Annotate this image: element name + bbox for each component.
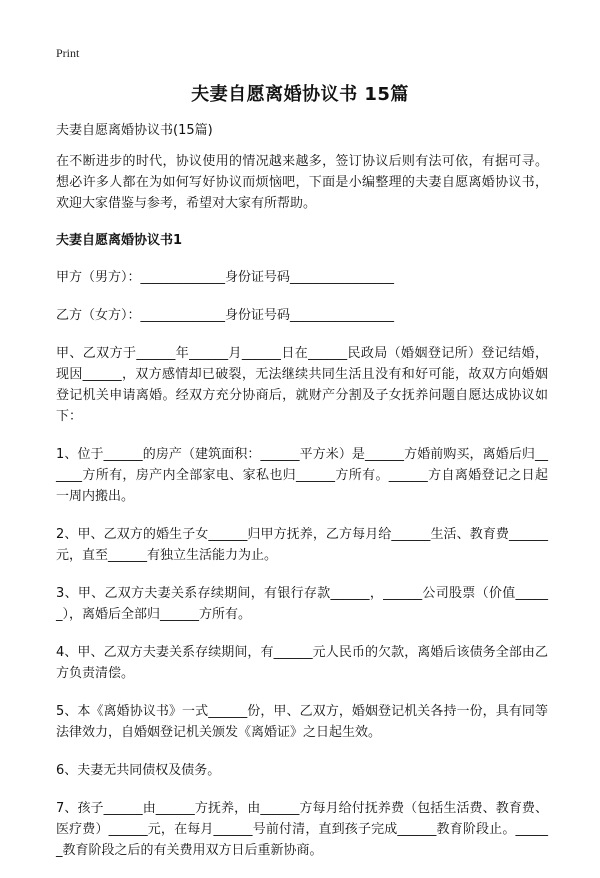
clause-4: 4、甲、乙双方夫妻关系存续期间，有______元人民币的欠款，离婚后该债务全部由乙方负责清偿。 — [56, 645, 548, 681]
party-b-line: 乙方（女方）：_____________身份证号码________________ — [56, 308, 395, 323]
clause-7: 7、孩子______由______方抚养，由______方每月给付抚养费（包括生活费、教育费、医疗费）______元，在每月______号前付清，直到孩子完成______教育阶段止。______教育阶段之后的有关费用双方日后重新协商。 — [56, 801, 548, 858]
preamble-paragraph: 甲、乙双方于______年______月______日在______民政局（婚姻登记所）登记结婚，现因______，双方感情却已破裂，无法继续共同生活且没有和好可能，故双方向婚姻登记机关申请离婚。经双方充分协商后，就财产分割及子女抚养问题自愿达成协议如下： — [56, 346, 548, 424]
document-body — [56, 120, 548, 878]
clause-6: 6、夫妻无共同债权及债务。 — [56, 763, 221, 778]
clause-3: 3、甲、乙双方夫妻关系存续期间，有银行存款______，______公司股票（价值______），离婚后全部归______方所有。 — [56, 586, 548, 622]
document-title: 夫妻自愿离婚协议书 15篇 — [191, 84, 409, 105]
clause-1: 1、位于______的房产（建筑面积：______平方米）是______方婚前购买，离婚后归______方所有，房产内全部家电、家私也归______方所有。______方自离婚登记之日起一周内搬出。 — [56, 447, 548, 504]
section-heading: 夫妻自愿离婚协议书1 — [56, 233, 183, 248]
document-subtitle: 夫妻自愿离婚协议书(15篇) — [56, 123, 213, 138]
print-label[interactable]: Print — [56, 46, 80, 60]
party-a-line: 甲方（男方）：_____________身份证号码________________ — [56, 270, 395, 285]
intro-paragraph: 在不断进步的时代，协议使用的情况越来越多，签订协议后则有法可依，有据可寻。想必许多人都在为如何写好协议而烦恼吧，下面是小编整理的夫妻自愿离婚协议书，欢迎大家借鉴与参考，希望对大家有所帮助。 — [56, 154, 548, 211]
clause-2: 2、甲、乙双方的婚生子女______归甲方抚养，乙方每月给______生活、教育费______元，直至______有独立生活能力为止。 — [56, 527, 548, 563]
clause-5: 5、本《离婚协议书》一式______份，甲、乙双方，婚姻登记机关各持一份，具有同等法律效力，自婚姻登记机关颁发《离婚证》之日起生效。 — [56, 704, 548, 740]
